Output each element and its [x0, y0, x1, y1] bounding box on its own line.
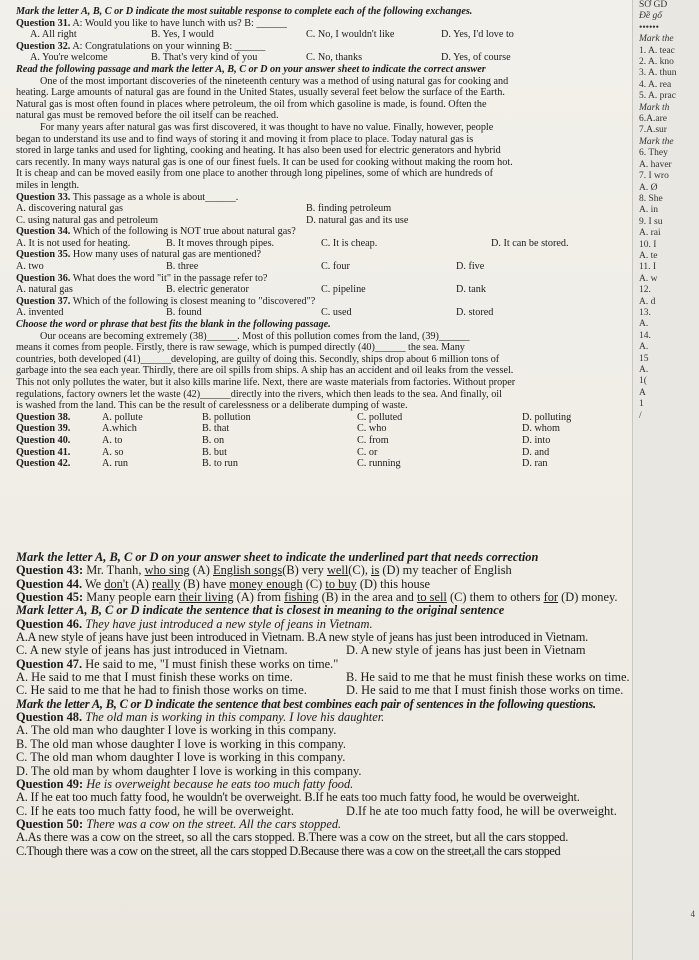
side-line: 12.	[639, 285, 651, 296]
question-33-options-2	[16, 215, 628, 227]
question-text: A: Would you like to have lunch with us? B: ______	[72, 17, 287, 29]
question-32	[16, 41, 628, 53]
combine-heading: Mark the letter A, B, C or D indicate the sentence that best combines each pair of sentences in the following questions.	[16, 697, 596, 711]
underlined-part-d[interactable]: to buy	[325, 577, 357, 591]
question-text: There was a cow on the street. All the cars stopped.	[86, 817, 342, 831]
question-label: Question 40.	[16, 434, 71, 446]
question-label: Question 32.	[16, 40, 71, 52]
question-50	[16, 818, 688, 831]
option-d[interactable]: D. into	[522, 434, 551, 446]
option-d[interactable]: D. whom	[522, 423, 560, 435]
option-c[interactable]: C. four	[321, 261, 350, 273]
text: (B) very	[282, 564, 327, 578]
question-31-options	[16, 29, 628, 41]
closest-meaning-heading: Mark letter A, B, C or D indicate the sentence that is closest in meaning to the original sentence	[16, 604, 505, 618]
text: Many people earn	[86, 591, 179, 605]
option-c[interactable]: C. or	[357, 446, 378, 458]
side-line: 7. I wro	[639, 171, 669, 182]
underlined-part-c[interactable]: well	[326, 564, 349, 578]
option-d[interactable]: D. He said to me that I must finish those works on time.	[346, 684, 624, 698]
text: (D) my teacher of English	[379, 564, 512, 578]
underlined-part-b[interactable]: English songs	[213, 564, 283, 578]
option-a[interactable]: A. The old man who daughter I love is working in this company.	[16, 724, 337, 738]
question-46-options-1[interactable]: A.A new style of jeans have just been introduced in Vietnam. B.A new style of jeans has just been introduced in Vietnam.	[16, 631, 588, 645]
option-d[interactable]: D.If he ate too much fatty food, he will be overweight.	[346, 804, 617, 818]
option-a[interactable]: A. run	[102, 458, 129, 470]
question-text: The old man is working in this company. I love his daughter.	[85, 711, 385, 725]
question-label: Question 47.	[16, 657, 83, 671]
option-a[interactable]: A. two	[16, 261, 44, 273]
side-line: /	[639, 410, 642, 421]
option-b[interactable]: B. He said to me that he must finish these works on time.	[346, 671, 630, 685]
option-d[interactable]: D. Yes, I'd love to	[441, 29, 514, 41]
question-text: They have just introduced a new style of jeans in Vietnam.	[85, 617, 373, 631]
side-line: SỞ GD	[639, 0, 668, 10]
option-a[interactable]: A. to	[102, 434, 123, 446]
question-37-options	[16, 307, 628, 319]
passage-line: For many years after natural gas was first discovered, it was thought to have no value. Finally, however, people	[40, 121, 494, 133]
side-line: A.	[639, 365, 649, 375]
question-label: Question 35.	[16, 249, 71, 261]
option-d[interactable]: D. stored	[456, 307, 494, 319]
passage-line: Our oceans are becoming extremely (38)______. Most of this pollution comes from the land, (39)______	[40, 330, 470, 342]
passage-line: countries, both developed (41)______developing, are guilty of doing this. Secondly, ships drop about 6 million tons of	[16, 353, 500, 365]
side-line: Mark the	[639, 34, 674, 45]
question-38	[16, 412, 628, 424]
text: (C),	[348, 564, 372, 578]
option-b[interactable]: B. pollution	[202, 411, 251, 423]
option-d[interactable]: D. and	[522, 446, 550, 458]
option-a[interactable]: A. He said to me that I must finish these works on time.	[16, 671, 293, 685]
passage-line: heating. Large amounts of natural gas are found in the United States, usually several feet below the surface of the Earth.	[16, 87, 505, 99]
question-text: Which of the following is NOT true about natural gas?	[72, 226, 296, 238]
option-c[interactable]: C. If he eats too much fatty food, he will be overweight.	[16, 804, 295, 818]
question-44	[16, 578, 688, 591]
option-d[interactable]: D. natural gas and its use	[306, 214, 409, 226]
question-35	[16, 249, 628, 261]
option-c[interactable]: C. No, thanks	[306, 52, 363, 64]
passage-line: regulations, factory owners let the waste (42)______directly into the rivers, which then leads to the sea. And finally, oil	[16, 388, 502, 400]
option-a[interactable]: A. natural gas	[16, 284, 73, 296]
option-b[interactable]: B. that	[202, 423, 230, 435]
question-46	[16, 618, 688, 631]
option-a[interactable]: A. All right	[30, 29, 77, 41]
question-32-options	[16, 52, 628, 64]
text: (B) in the area and	[318, 591, 417, 605]
side-line: 1(	[639, 376, 647, 387]
side-line: 14.	[639, 330, 651, 341]
option-c[interactable]: C. A new style of jeans has just introduced in Vietnam.	[16, 644, 288, 658]
question-text: What does the word "it" in the passage refer to?	[72, 272, 268, 284]
option-c[interactable]: C. used	[321, 307, 352, 319]
option-d[interactable]: D. polluting	[522, 411, 572, 423]
passage-line: began to understand its use and to find ways of storing it and moving it from place to place. Today natural gas is	[16, 133, 474, 145]
option-b[interactable]: B. That's very kind of you	[151, 52, 258, 64]
passage-line: is washed from the land. This can be the result of carelessness or a deliberate dumping of waste.	[16, 400, 408, 412]
option-a[interactable]: A. You're welcome	[30, 52, 108, 64]
side-line: A. in	[639, 205, 658, 216]
side-line: 7.A.sur	[639, 125, 667, 136]
text: (A) from	[233, 591, 285, 605]
option-d[interactable]: D. five	[456, 261, 485, 273]
question-label: Question 41.	[16, 446, 71, 458]
option-b[interactable]: B. electric generator	[166, 284, 249, 296]
side-line: A. d	[639, 296, 656, 307]
question-49-options-2	[16, 805, 688, 818]
question-33	[16, 192, 628, 204]
exam-upper-section	[16, 6, 628, 470]
question-47-options-2	[16, 684, 688, 697]
option-b[interactable]: B. finding petroleum	[306, 203, 392, 215]
option-d[interactable]: D. Yes, of course	[441, 52, 511, 64]
option-b[interactable]: B. found	[166, 307, 202, 319]
question-47-options-1	[16, 671, 688, 684]
option-b[interactable]: B. to run	[202, 458, 238, 470]
cloze-passage	[16, 331, 628, 412]
exam-lower-section	[16, 551, 688, 858]
question-label: Question 48.	[16, 711, 83, 725]
option-b[interactable]: B. It moves through pipes.	[166, 237, 275, 249]
side-line: Đề gố	[639, 11, 662, 22]
text: Mr. Thanh,	[86, 564, 145, 578]
option-c[interactable]: C. using natural gas and petroleum	[16, 214, 159, 226]
question-label: Question 42.	[16, 458, 71, 470]
side-line: 13.	[639, 307, 651, 318]
question-34	[16, 226, 628, 238]
question-label: Question 34.	[16, 226, 71, 238]
page-number: 4	[690, 908, 695, 919]
side-line: 1	[639, 399, 644, 410]
question-33-options-1	[16, 203, 628, 215]
side-line: A. rai	[639, 228, 661, 239]
side-line: 3. A. thun	[639, 68, 677, 79]
side-line: Mark th	[639, 102, 670, 113]
option-d[interactable]: D. tank	[456, 284, 486, 296]
text: (B) have	[180, 577, 230, 591]
side-line: A. w	[639, 273, 658, 284]
question-31	[16, 18, 628, 30]
passage-line: means it comes from people. Firstly, there is raw sewage, which is pumped directly (40)______ the sea. Many	[16, 342, 465, 354]
option-d[interactable]: D. A new style of jeans has just been in Vietnam	[346, 644, 586, 658]
side-line: A.	[639, 319, 649, 330]
cloze-heading: Choose the word or phrase that best fits the blank in the following passage.	[16, 319, 331, 331]
passage-line: garbage into the sea each year. Thirdly, there are oil spills from ships. A ship has an accident and oil leaks from the vessel.	[16, 365, 514, 377]
passage-line: It is cheap and can be moved easily from one place to another through long pipelines, some of which are hundreds of	[16, 168, 493, 180]
question-43	[16, 564, 688, 577]
option-c[interactable]: C. No, I wouldn't like	[306, 29, 395, 41]
side-line: 9. I su	[639, 216, 663, 227]
text: (A)	[128, 577, 152, 591]
question-37	[16, 296, 628, 308]
question-text: He said to me, "I must finish these works on time."	[85, 657, 339, 671]
option-a[interactable]: A. discovering natural gas	[16, 203, 123, 215]
question-text: How many uses of natural gas are mentioned?	[72, 249, 262, 261]
option-b[interactable]: B. three	[166, 261, 199, 273]
question-text: This passage as a whole is about______.	[72, 191, 239, 203]
underlined-part-b[interactable]: fishing	[284, 591, 319, 605]
text: (D) this house	[356, 577, 431, 591]
side-line: 10. I	[639, 239, 657, 250]
side-line: 1. A. teac	[639, 45, 675, 56]
underlined-part-d[interactable]: for	[543, 591, 559, 605]
passage-line: Natural gas is most often found in places where petroleum, the oil from which gasoline is made, is found. Often the	[16, 98, 487, 110]
side-line: Mark the	[639, 136, 674, 147]
reading-passage	[16, 76, 628, 192]
side-line: 11. I	[639, 262, 657, 273]
passage-line: miles in length.	[16, 179, 80, 191]
question-label: Question 39.	[16, 423, 71, 435]
question-label: Question 38.	[16, 411, 71, 423]
question-41	[16, 447, 628, 459]
question-label: Question 31.	[16, 17, 71, 29]
question-label: Question 46.	[16, 617, 83, 631]
option-c[interactable]: C. from	[357, 434, 389, 446]
side-line: 6. They	[639, 148, 668, 159]
question-36	[16, 273, 628, 285]
question-50-options-2[interactable]: C.Though there was a cow on the street, all the cars stopped D.Because there was a cow on the street,all the cars stopped	[16, 844, 561, 858]
side-line: A	[639, 387, 646, 398]
option-c[interactable]: C. polluted	[357, 411, 403, 423]
option-a[interactable]: A. pollute	[102, 411, 143, 423]
question-47	[16, 658, 688, 671]
underlined-part-a[interactable]: don't	[104, 577, 129, 591]
text: (D) money.	[558, 591, 618, 605]
option-b[interactable]: B. The old man whose daughter I love is working in this company.	[16, 737, 347, 751]
question-46-options-2	[16, 644, 688, 657]
option-a[interactable]: A. It is not used for heating.	[16, 237, 131, 249]
side-line: 4. A. rea	[639, 79, 672, 90]
text: (C)	[302, 577, 326, 591]
question-label: Question 33.	[16, 191, 71, 203]
option-c[interactable]: C. The old man whom daughter I love is working in this company.	[16, 751, 346, 765]
question-text: He is overweight because he eats too much fatty food.	[86, 777, 354, 791]
question-35-options	[16, 261, 628, 273]
text: (A)	[189, 564, 214, 578]
option-b[interactable]: B. but	[202, 446, 227, 458]
option-c[interactable]: C. It is cheap.	[321, 237, 378, 249]
text: (C) them to others	[446, 591, 544, 605]
side-line: 6.A.are	[639, 114, 667, 125]
reading-heading: Read the following passage and mark the letter A, B, C or D on your answer sheet to indicate the correct answer	[16, 63, 486, 75]
underlined-part-d[interactable]: is	[371, 564, 380, 578]
option-b[interactable]: B. Yes, I would	[151, 29, 214, 41]
passage-line: cars recently. In many ways natural gas is one of our finest fuels. It can be used for cooking without making the room hot.	[16, 156, 513, 168]
option-d[interactable]: D. It can be stored.	[491, 237, 569, 249]
side-line: 2. A. kno	[639, 57, 674, 68]
question-text: A: Congratulations on your winning B: ______	[72, 40, 266, 52]
passage-line: This not only pollutes the water, but it also kills marine life. Next, there are waste materials from factories. Without proper	[16, 377, 516, 388]
passage-line: natural gas must be removed before the oil itself can be reached.	[16, 110, 279, 122]
option-a[interactable]: A.which	[102, 423, 137, 435]
question-48	[16, 711, 688, 724]
question-45	[16, 591, 688, 604]
question-label: Question 36.	[16, 272, 71, 284]
question-label: Question 43:	[16, 564, 84, 578]
option-d[interactable]: D. The old man by whom daughter I love is working in this company.	[16, 764, 362, 778]
side-line: ••••••	[639, 22, 659, 33]
question-label: Question 45:	[16, 591, 84, 605]
option-c[interactable]: C. He said to me that he had to finish those works on time.	[16, 684, 307, 698]
option-a[interactable]: A. invented	[16, 307, 64, 319]
side-line: A. te	[639, 250, 658, 261]
question-49	[16, 778, 688, 791]
underlined-part-a[interactable]: their living	[178, 591, 234, 605]
error-heading: Mark the letter A, B, C or D on your answer sheet to indicate the underlined part that needs correction	[16, 551, 539, 564]
option-a[interactable]: A. so	[102, 446, 124, 458]
underlined-part-a[interactable]: who sing	[144, 564, 190, 578]
adjacent-page-edge	[632, 0, 699, 960]
side-line: 8. She	[639, 193, 663, 204]
side-line: A. haver	[639, 159, 672, 170]
question-42	[16, 458, 628, 470]
question-label: Question 49:	[16, 777, 84, 791]
text: We	[84, 577, 105, 591]
underlined-part-c[interactable]: money enough	[229, 577, 303, 591]
question-34-options	[16, 238, 628, 250]
passage-line: One of the most important discoveries of the nineteenth century was a method of using natural gas for cooking and	[40, 75, 509, 87]
underlined-part-b[interactable]: really	[151, 577, 181, 591]
option-d[interactable]: D. ran	[522, 458, 548, 470]
underlined-part-c[interactable]: to sell	[416, 591, 447, 605]
question-label: Question 50:	[16, 817, 84, 831]
question-text: Which of the following is closest meaning to "discovered"?	[72, 295, 316, 307]
side-line: 5. A. prac	[639, 91, 676, 102]
question-49-options-1[interactable]: A. If he eat too much fatty food, he wouldn't be overweight. B.If he eats too much fatty food, he would be overweight.	[16, 791, 580, 805]
question-40	[16, 435, 628, 447]
question-label: Question 44.	[16, 577, 83, 591]
side-line: A.	[639, 342, 649, 353]
passage-line: stored in large tanks and used for lighting, cooking and heating. It has also been used for electric generators and hybrid	[16, 145, 501, 157]
side-line: A. Ø	[639, 182, 658, 193]
option-c[interactable]: C. who	[357, 423, 387, 435]
question-39	[16, 423, 628, 435]
option-b[interactable]: B. on	[202, 434, 225, 446]
section-heading-exchanges: Mark the letter A, B, C or D indicate the most suitable response to complete each of the following exchanges.	[16, 6, 473, 17]
side-line: 15	[639, 353, 649, 364]
question-36-options	[16, 284, 628, 296]
option-c[interactable]: C. running	[357, 458, 401, 470]
option-c[interactable]: C. pipeline	[321, 284, 366, 296]
question-label: Question 37.	[16, 295, 71, 307]
question-50-options-1[interactable]: A.As there was a cow on the street, so all the cars stopped. B.There was a cow on the street, but all the cars stopped.	[16, 831, 569, 845]
